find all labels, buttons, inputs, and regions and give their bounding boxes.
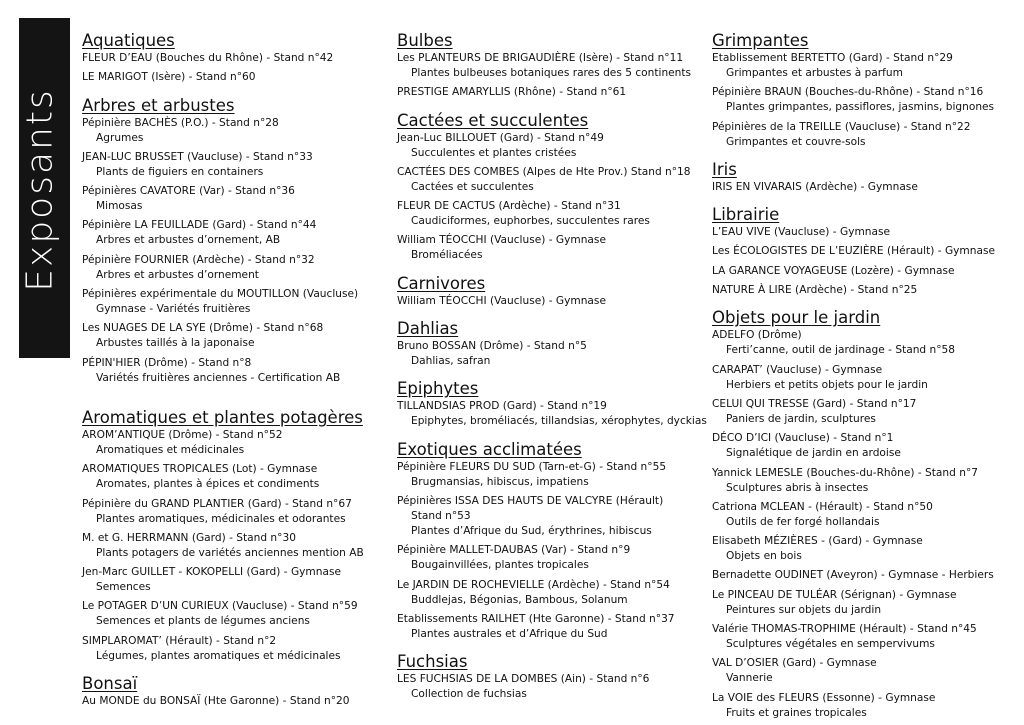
exhibitor-entry — [712, 225, 1012, 240]
category-section — [397, 110, 697, 264]
exhibitor-entry — [397, 543, 697, 573]
column-1 — [82, 30, 382, 713]
exhibitor-description: Stand n°53 — [411, 509, 471, 522]
exhibitor-entry — [712, 51, 1012, 81]
exhibitor-name: M. et G. HERRMANN (Gard) - Stand n°30 — [82, 531, 296, 544]
exhibitor-entry — [712, 588, 1012, 618]
exhibitor-description: Caudiciformes, euphorbes, succulentes rares — [411, 215, 650, 228]
exhibitor-entry — [82, 356, 382, 386]
exhibitor-entry — [397, 294, 697, 309]
exhibitor-entry — [397, 339, 697, 369]
exhibitor-entry — [712, 180, 1012, 195]
exhibitor-name: Pépinière LA FEUILLADE (Gard) - Stand n°44 — [82, 219, 317, 232]
exhibitor-name: Les ÉCOLOGISTES DE L’EUZIÈRE (Hérault) - Gymnase — [712, 245, 995, 258]
exhibitor-description: Arbres et arbustes d’ornement — [96, 268, 259, 281]
category-title: Iris — [712, 159, 737, 179]
category-title: Aquatiques — [82, 31, 175, 50]
exhibitor-name: Yannick LEMESLE (Bouches-du-Rhône) - Stand n°7 — [712, 466, 978, 479]
exhibitor-name: Elisabeth MÉZIÈRES - (Gard) - Gymnase — [712, 535, 923, 548]
exhibitor-description: Plants de figuiers en containers — [96, 165, 264, 178]
exhibitor-entry — [397, 672, 697, 702]
exhibitor-entry — [712, 244, 1012, 259]
category-section — [397, 30, 697, 100]
exhibitor-name: CELUI QUI TRESSE (Gard) - Stand n°17 — [712, 397, 917, 410]
exhibitor-name: Le JARDIN DE ROCHEVIELLE (Ardèche) - Stand n°54 — [397, 578, 670, 591]
exhibitor-entry — [397, 494, 697, 539]
exhibitor-name: William TÉOCCHI (Vaucluse) - Gymnase — [397, 294, 606, 307]
exhibitor-entry — [82, 321, 382, 351]
exhibitor-entry — [712, 466, 1012, 496]
exhibitor-description: Plantes bulbeuses botaniques rares des 5 continents — [411, 67, 692, 79]
exhibitor-name: Pépinières de la TREILLE (Vaucluse) - Stand n°22 — [712, 120, 971, 133]
category-section — [397, 651, 697, 702]
exhibitor-entry — [397, 199, 697, 229]
exhibitor-description: Semences — [96, 581, 151, 594]
exhibitor-description: Mimosas — [96, 200, 143, 213]
exhibitor-entry — [712, 691, 1012, 721]
exhibitor-entry — [712, 568, 1012, 583]
category-section — [712, 307, 1012, 720]
exhibitor-name: SIMPLAROMAT’ (Hérault) - Stand n°2 — [82, 634, 277, 647]
exhibitor-name: PÉPIN'HIER (Drôme) - Stand n°8 — [82, 356, 252, 369]
exhibitor-description: Plants potagers de variétés anciennes mention AB — [96, 546, 364, 559]
exhibitor-description: Buddlejas, Bégonias, Bambous, Solanum — [411, 593, 628, 606]
exhibitor-entry — [712, 328, 1012, 358]
exhibitor-name: Pépinières ISSA DES HAUTS DE VALCYRE (Hérault) — [397, 494, 664, 507]
category-title: Aromatiques et plantes potagères — [82, 407, 363, 427]
exhibitor-name: JEAN-LUC BRUSSET (Vaucluse) - Stand n°33 — [82, 150, 313, 163]
exhibitor-description: Agrumes — [96, 131, 144, 144]
exhibitor-entry — [82, 462, 382, 492]
exhibitor-description: Broméliacées — [411, 249, 483, 262]
exhibitor-entry — [82, 694, 382, 709]
exhibitor-entry — [397, 165, 697, 195]
exhibitor-entry — [82, 51, 382, 66]
exhibitor-entry — [82, 565, 382, 595]
exhibitor-description: Dahlias, safran — [411, 355, 491, 368]
exhibitor-name: ADELFO (Drôme) — [712, 329, 802, 342]
exhibitor-description: Epiphytes, broméliacés, tillandsias, xérophytes, dyckias — [411, 415, 707, 428]
exhibitor-entry — [712, 431, 1012, 461]
exhibitor-entry — [82, 428, 382, 458]
category-section — [712, 159, 1012, 195]
exhibitor-description: Bougainvillées, plantes tropicales — [411, 559, 589, 572]
category-section — [712, 204, 1012, 298]
exhibitor-entry — [82, 497, 382, 527]
exhibitor-name: PRESTIGE AMARYLLIS (Rhône) - Stand n°61 — [397, 86, 627, 99]
exhibitor-entry — [397, 85, 697, 100]
exhibitor-name: CARAPAT’ (Vaucluse) - Gymnase — [712, 363, 883, 376]
exhibitor-description: Sculptures abris à insectes — [726, 481, 869, 494]
exhibitor-entry — [712, 622, 1012, 652]
exhibitor-name: Valérie THOMAS-TROPHIME (Hérault) - Stand n°45 — [712, 623, 977, 636]
exhibitor-name: VAL D’OSIER (Gard) - Gymnase — [712, 657, 877, 670]
exhibitor-entry — [712, 500, 1012, 530]
exhibitor-name: LE MARIGOT (Isère) - Stand n°60 — [82, 71, 256, 84]
category-section — [82, 407, 382, 664]
exhibitor-entry — [712, 534, 1012, 564]
exhibitor-name: AROM’ANTIQUE (Drôme) - Stand n°52 — [82, 428, 283, 441]
exhibitor-entry — [712, 264, 1012, 279]
exhibitor-description: Collection de fuchsias — [411, 688, 527, 701]
category-title: Exotiques acclimatées — [397, 439, 582, 459]
exhibitor-description: Fruits et graines tropicales — [726, 706, 867, 719]
exhibitor-name: IRIS EN VIVARAIS (Ardèche) - Gymnase — [712, 180, 918, 193]
exhibitor-name: NATURE À LIRE (Ardèche) - Stand n°25 — [712, 284, 918, 297]
exhibitor-name: Pépinières CAVATORE (Var) - Stand n°36 — [82, 185, 295, 198]
exhibitor-entry — [82, 218, 382, 248]
category-title: Epiphytes — [397, 379, 479, 399]
exhibitor-entry — [397, 233, 697, 263]
exhibitor-description: Semences et plants de légumes anciens — [96, 615, 310, 628]
exhibitor-name: Jen-Marc GUILLET - KOKOPELLI (Gard) - Gymnase — [82, 566, 341, 579]
exhibitor-name: TILLANDSIAS PROD (Gard) - Stand n°19 — [397, 400, 607, 413]
category-title: Dahlias — [397, 319, 459, 339]
exhibitor-entry — [82, 116, 382, 146]
exhibitor-entry — [397, 460, 697, 490]
exhibitor-entry — [82, 599, 382, 629]
exhibitor-name: Les PLANTEURS DE BRIGAUDIÈRE (Isère) - Stand n°11 — [397, 52, 684, 64]
exhibitor-description: Peintures sur objets du jardin — [726, 603, 882, 616]
exhibitor-description: Aromates, plantes à épices et condiments — [96, 478, 320, 491]
exhibitor-description: Sculptures végétales en sempervivums — [726, 638, 935, 651]
exhibitor-name: Le POTAGER D’UN CURIEUX (Vaucluse) - Stand n°59 — [82, 600, 358, 613]
exhibitor-description: Arbustes taillés à la japonaise — [96, 337, 255, 350]
exhibitor-description: Herbiers et petits objets pour le jardin — [726, 378, 928, 391]
exhibitor-description: Arbres et arbustes d’ornement, AB — [96, 234, 281, 247]
exhibitor-entry — [82, 531, 382, 561]
exhibitor-name: Au MONDE du BONSAÏ (Hte Garonne) - Stand n°20 — [82, 695, 350, 708]
exhibitor-name: Bernadette OUDINET (Aveyron) - Gymnase - Herbiers — [712, 569, 994, 582]
category-section — [712, 30, 1012, 150]
exhibitor-entry — [397, 399, 707, 429]
exhibitor-name: Etablissements RAILHET (Hte Garonne) - Stand n°37 — [397, 612, 675, 625]
column-2 — [397, 30, 707, 706]
category-title: Cactées et succulentes — [397, 110, 589, 130]
exhibitor-name: Pépinière FOURNIER (Ardèche) - Stand n°32 — [82, 253, 315, 266]
exhibitor-description: Variétés fruitières anciennes - Certification AB — [96, 371, 341, 384]
exhibitor-description: Grimpantes et arbustes à parfum — [726, 67, 903, 79]
exhibitor-name: Les NUAGES DE LA SYE (Drôme) - Stand n°68 — [82, 322, 324, 335]
exhibitor-description: Gymnase - Variétés fruitières — [96, 303, 251, 316]
exhibitor-name: Pépinière MALLET-DAUBAS (Var) - Stand n°9 — [397, 544, 631, 557]
exhibitor-entry — [397, 612, 697, 642]
exhibitor-description: Légumes, plantes aromatiques et médicinales — [96, 649, 341, 662]
category-section — [397, 378, 707, 429]
category-title: Arbres et arbustes — [82, 95, 235, 115]
exhibitor-name: DÉCO D’ICI (Vaucluse) - Stand n°1 — [712, 432, 894, 445]
exhibitor-name: Pépinière FLEURS DU SUD (Tarn-et-G) - Stand n°55 — [397, 460, 667, 473]
exhibitor-description: Vannerie — [726, 672, 773, 685]
exhibitor-entry — [712, 283, 1012, 298]
exhibitor-entry — [82, 634, 382, 664]
exhibitor-name: Pépinière du GRAND PLANTIER (Gard) - Stand n°67 — [82, 497, 352, 510]
category-section — [82, 30, 382, 85]
category-title: Bulbes — [397, 31, 453, 50]
exhibitor-name: William TÉOCCHI (Vaucluse) - Gymnase — [397, 234, 606, 247]
exhibitor-entry — [82, 184, 382, 214]
exhibitor-description: Plantes d’Afrique du Sud, érythrines, hibiscus — [411, 524, 652, 537]
exhibitor-description: Objets en bois — [726, 550, 802, 563]
exhibitor-description: Outils de fer forgé hollandais — [726, 515, 880, 528]
exhibitor-description: Plantes grimpantes, passiflores, jasmins, bignones — [726, 101, 995, 114]
exhibitor-name: LES FUCHSIAS DE LA DOMBES (Ain) - Stand n°6 — [397, 673, 650, 686]
exhibitor-entry — [397, 51, 697, 81]
category-title: Carnivores — [397, 273, 486, 293]
exhibitor-entry — [712, 656, 1012, 686]
exhibitor-entry — [712, 85, 1012, 115]
category-title: Grimpantes — [712, 31, 809, 50]
exhibitor-entry — [712, 397, 1012, 427]
exhibitor-description: Grimpantes et couvre-sols — [726, 135, 866, 148]
exhibitor-name: Catriona MCLEAN - (Hérault) - Stand n°50 — [712, 500, 933, 513]
category-section — [82, 673, 382, 709]
page-title: Exposants — [19, 88, 61, 292]
exhibitor-name: FLEUR DE CACTUS (Ardèche) - Stand n°31 — [397, 200, 621, 213]
category-section — [397, 273, 697, 309]
exhibitor-description: Plantes aromatiques, médicinales et odorantes — [96, 512, 346, 525]
exhibitor-entry — [397, 131, 697, 161]
exhibitor-name: CACTÉES DES COMBES (Alpes de Hte Prov.) Stand n°18 — [397, 165, 691, 178]
exhibitor-entry — [82, 70, 382, 85]
exhibitor-entry — [712, 120, 1012, 150]
category-section — [82, 95, 382, 386]
exhibitor-name: LA GARANCE VOYAGEUSE (Lozère) - Gymnase — [712, 264, 955, 277]
column-3 — [712, 30, 1012, 725]
exhibitor-name: AROMATIQUES TROPICALES (Lot) - Gymnase — [82, 463, 318, 476]
exhibitor-name: Le PINCEAU DE TULÉAR (Sérignan) - Gymnase — [712, 588, 957, 601]
exhibitor-name: Pépinière BRAUN (Bouches-du-Rhône) - Stand n°16 — [712, 86, 984, 99]
exhibitor-name: Jean-Luc BILLOUET (Gard) - Stand n°49 — [397, 131, 604, 144]
exhibitor-name: La VOIE des FLEURS (Essonne) - Gymnase — [712, 691, 936, 704]
exhibitor-name: L’EAU VIVE (Vaucluse) - Gymnase — [712, 226, 891, 239]
category-title: Objets pour le jardin — [712, 308, 881, 328]
exhibitor-name: Pépinières expérimentale du MOUTILLON (Vaucluse) — [82, 288, 359, 301]
exhibitor-description: Ferti’canne, outil de jardinage - Stand n°58 — [726, 344, 956, 357]
category-section — [397, 318, 697, 369]
exhibitor-description: Cactées et succulentes — [411, 180, 534, 193]
exhibitor-entry — [712, 363, 1012, 393]
exhibitor-description: Plantes australes et d’Afrique du Sud — [411, 627, 608, 640]
exhibitor-description: Signalétique de jardin en ardoise — [726, 447, 901, 460]
category-title: Librairie — [712, 205, 780, 225]
exhibitor-entry — [82, 253, 382, 283]
category-section — [397, 439, 697, 642]
exhibitor-entry — [82, 150, 382, 180]
exhibitor-entry — [397, 578, 697, 608]
section-spacer — [82, 390, 382, 407]
exhibitor-description: Brugmansias, hibiscus, impatiens — [411, 475, 589, 488]
exhibitor-description: Aromatiques et médicinales — [96, 443, 245, 456]
exhibitor-entry — [82, 287, 382, 317]
exhibitor-name: Etablissement BERTETTO (Gard) - Stand n°29 — [712, 52, 953, 64]
exhibitor-description: Paniers de jardin, sculptures — [726, 412, 876, 425]
category-title: Fuchsias — [397, 652, 468, 672]
exhibitor-name: FLEUR D’EAU (Bouches du Rhône) - Stand n°42 — [82, 52, 334, 64]
exhibitor-name: Bruno BOSSAN (Drôme) - Stand n°5 — [397, 340, 587, 353]
exhibitor-description: Succulentes et plantes cristées — [411, 146, 577, 159]
category-title: Bonsaï — [82, 674, 138, 694]
exhibitor-name: Pépinière BACHÈS (P.O.) - Stand n°28 — [82, 116, 279, 129]
